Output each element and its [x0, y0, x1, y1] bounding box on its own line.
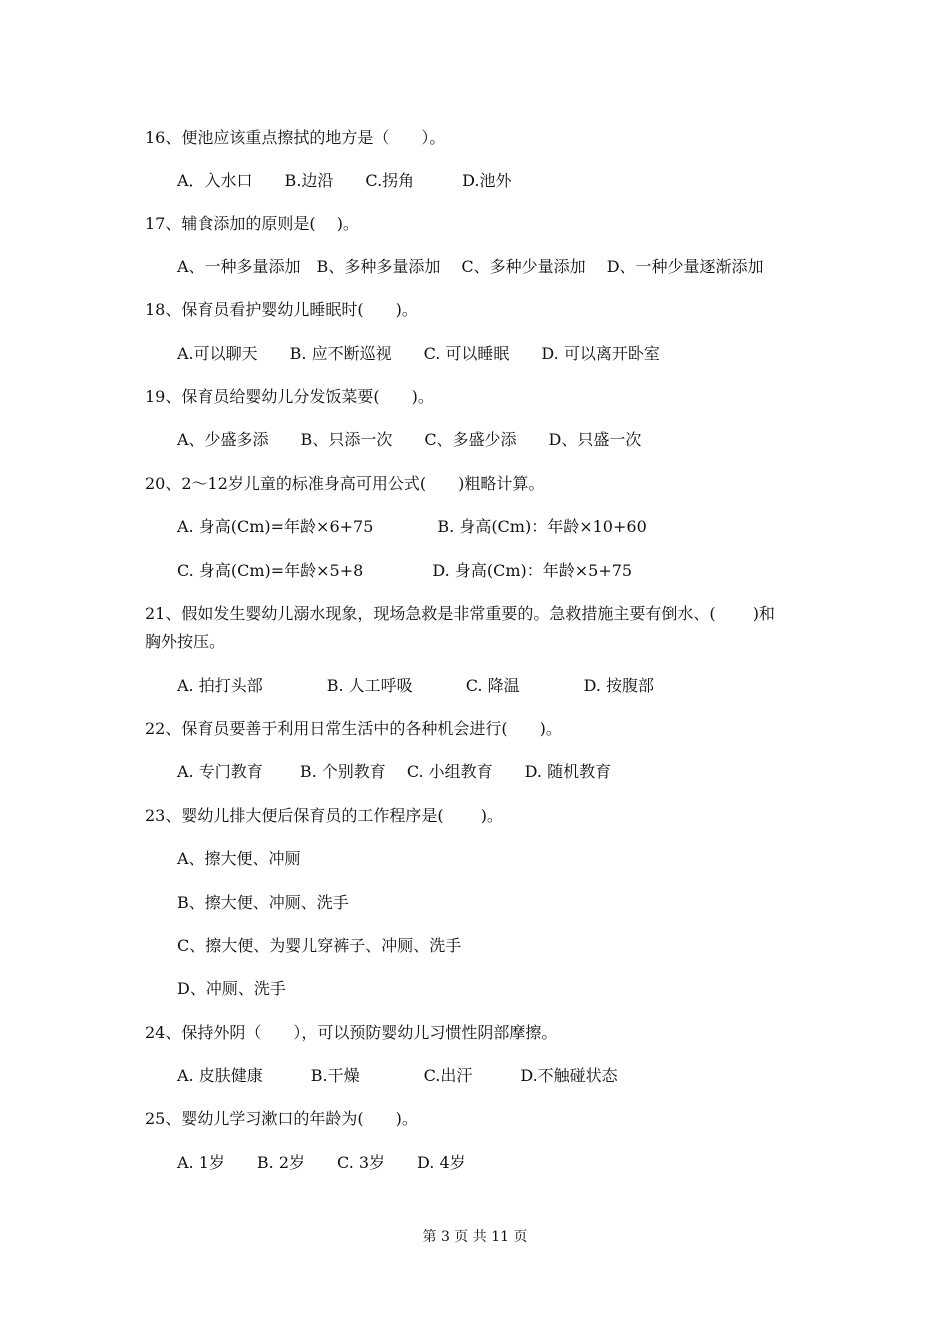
question-23-option-b: B、擦大便、冲厕、洗手	[177, 893, 349, 912]
question-23-stem: 23、婴幼儿排大便后保育员的工作程序是( )。	[145, 806, 503, 825]
question-16-stem: 16、便池应该重点擦拭的地方是（ ）。	[145, 128, 446, 147]
question-20-options-cd: C. 身高(Cm)=年龄×5+8 D. 身高(Cm)：年龄×5+75	[177, 561, 633, 580]
question-23-option-d: D、冲厕、洗手	[177, 979, 286, 998]
question-18-stem: 18、保育员看护婴幼儿睡眠时( )。	[145, 300, 418, 319]
question-18-options: A.可以聊天 B. 应不断巡视 C. 可以睡眠 D. 可以离开卧室	[177, 344, 660, 363]
question-21-stem: 21、假如发生婴幼儿溺水现象，现场急救是非常重要的。急救措施主要有倒水、( )和	[145, 604, 775, 623]
question-23-option-c: C、擦大便、为婴儿穿裤子、冲厕、洗手	[177, 936, 462, 955]
question-22-stem: 22、保育员要善于利用日常生活中的各种机会进行( )。	[145, 719, 562, 738]
question-20-options-ab: A. 身高(Cm)=年龄×6+75 B. 身高(Cm)：年龄×10+60	[177, 517, 647, 536]
question-21-options: A. 拍打头部 B. 人工呼吸 C. 降温 D. 按腹部	[177, 676, 655, 695]
question-17-stem: 17、辅食添加的原则是( )。	[145, 214, 359, 233]
question-20-stem: 20、2～12岁儿童的标准身高可用公式( )粗略计算。	[145, 474, 545, 493]
question-19-stem: 19、保育员给婴幼儿分发饭菜要( )。	[145, 387, 434, 406]
question-19-options: A、少盛多添 B、只添一次 C、多盛少添 D、只盛一次	[177, 430, 642, 449]
question-21-stem-continued: 胸外按压。	[145, 632, 226, 651]
question-22-options: A. 专门教育 B. 个别教育 C. 小组教育 D. 随机教育	[177, 762, 612, 781]
question-25-options: A. 1岁 B. 2岁 C. 3岁 D. 4岁	[177, 1153, 466, 1172]
question-24-stem: 24、保持外阴（ ），可以预防婴幼儿习惯性阴部摩擦。	[145, 1023, 558, 1042]
question-25-stem: 25、婴幼儿学习漱口的年龄为( )。	[145, 1109, 418, 1128]
question-23-option-a: A、擦大便、冲厕	[177, 849, 301, 868]
question-16-options: A．入水口 B.边沿 C.拐角 D.池外	[177, 171, 512, 190]
page-number-footer: 第 3 页 共 11 页	[422, 1229, 528, 1245]
question-17-options: A、一种多量添加 B、多种多量添加 C、多种少量添加 D、一种少量逐渐添加	[177, 257, 764, 276]
question-24-options: A. 皮肤健康 B.干燥 C.出汗 D.不触碰状态	[177, 1066, 618, 1085]
